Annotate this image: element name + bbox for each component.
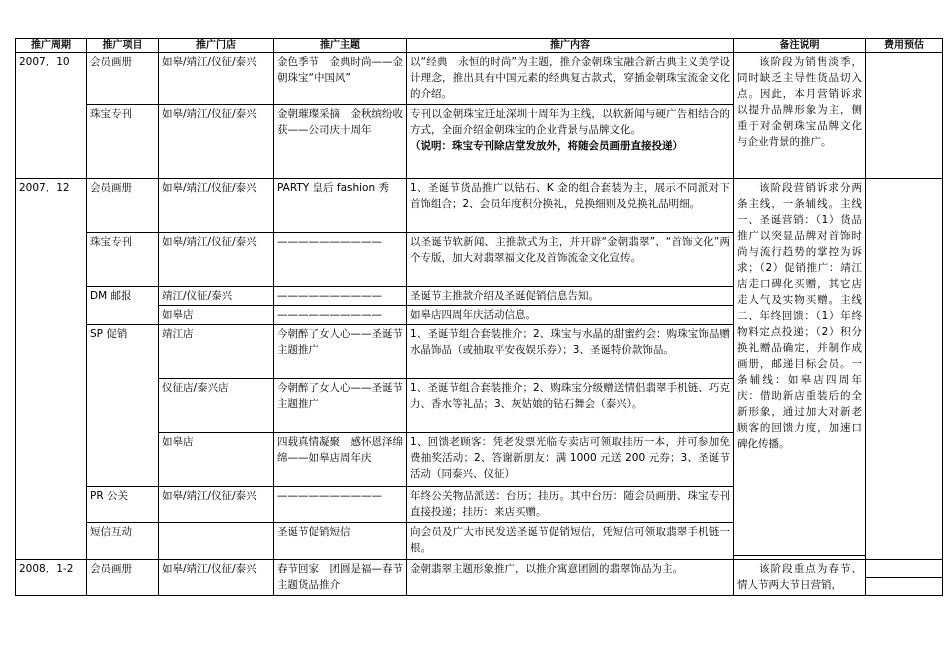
- note-cell: [734, 179, 866, 556]
- note-text: 该阶段营销诉求分两条主线，一条辅线。主线一、圣诞营销：（1）货品推广以突显品牌对首饰时尚与流行趋势的掌控为诉求；（2）促销推广：靖江店走口碑化买赠，其它店走人气及实物买赠。主线二、年终回馈：（1）年终物料定点投递；（2）积分换礼赠品确定，并制作成画册，邮递目标会员。一条辅线：如皋店四周年庆：借助新店重装后的全新形象，通过加大对新老顾客的回馈力度，加速口碑化传播。: [737, 182, 862, 450]
- header-period: 推广周期: [16, 39, 87, 53]
- cost-cell: [866, 179, 943, 560]
- content-cell: [407, 105, 734, 179]
- theme-cell: ——————————: [274, 287, 407, 306]
- store-cell: 仪征店/泰兴店: [159, 379, 274, 433]
- header-theme: 推广主题: [274, 39, 407, 53]
- cost-cell: [866, 53, 943, 179]
- project-cell: 会员画册: [87, 53, 159, 105]
- header-content: 推广内容: [407, 39, 734, 53]
- period-cell: 2007．12: [16, 179, 87, 560]
- content-cell: 以圣诞节软新闻、主推款式为主，并开辟“金朝翡翠”、“首饰文化”两个专版，加大对翡翠福文化及首饰流金文化宣传。: [407, 233, 734, 287]
- store-cell: 如皋店: [159, 306, 274, 325]
- content-cell: 1、圣诞节组合套装推介；2、购珠宝分级赠送情侣翡翠手机链、巧克力、香水等礼品；3、灰姑娘的钻石舞会（泰兴）。: [407, 379, 734, 433]
- store-cell: [159, 523, 274, 560]
- theme-cell: 圣诞节促销短信: [274, 523, 407, 560]
- note-text: 该阶段重点为春节、情人节两大节日营销，: [737, 563, 862, 591]
- header-row: [16, 39, 943, 53]
- content-cell: 圣诞节主推款介绍及圣诞促销信息告知。: [407, 287, 734, 306]
- note-cell: [734, 53, 866, 179]
- content-cell: 1、圣诞节货品推广以钻石、K 金的组合套装为主，展示不同派对下首饰组合；2、会员年度积分换礼，兑换细则及兑换礼品明细。: [407, 179, 734, 233]
- table-row: [16, 179, 943, 233]
- period-cell: 2007．10: [16, 53, 87, 179]
- store-cell: 如皋/靖江/仪征/泰兴: [159, 487, 274, 523]
- theme-cell: 金色季节 金典时尚——金朝珠宝“中国风”: [274, 53, 407, 105]
- content-cell: 1、圣诞节组合套装推介；2、珠宝与水晶的甜蜜约会：购珠宝饰品赠水晶饰品（或抽取平安夜娱乐券）；3、圣诞特价款饰品。: [407, 325, 734, 379]
- store-cell: 如皋/靖江/仪征/泰兴: [159, 560, 274, 596]
- header-store: 推广门店: [159, 39, 274, 53]
- period-cell: 2008．1-2: [16, 560, 87, 596]
- project-cell: SP 促销: [87, 325, 159, 487]
- theme-cell: ——————————: [274, 487, 407, 523]
- store-cell: 如皋/靖江/仪征/泰兴: [159, 53, 274, 105]
- store-cell: 靖江/仪征/泰兴: [159, 287, 274, 306]
- theme-cell: ——————————: [274, 233, 407, 287]
- content-cell: 金朝翡翠主题形象推广，以推介寓意团圆的翡翠饰品为主。: [407, 560, 734, 596]
- theme-cell: 金朝璀璨采摘 金秋缤纷收获——公司庆十周年: [274, 105, 407, 179]
- theme-cell: 今朝醉了女人心——圣诞节主题推广: [274, 325, 407, 379]
- project-cell: 会员画册: [87, 179, 159, 233]
- content-cell: 向会员及广大市民发送圣诞节促销短信，凭短信可领取翡翠手机链一根。: [407, 523, 734, 560]
- project-cell: 短信互动: [87, 523, 159, 560]
- project-cell: DM 邮报: [87, 287, 159, 325]
- table-row: [16, 53, 943, 105]
- store-cell: 如皋/靖江/仪征/泰兴: [159, 233, 274, 287]
- project-cell: 珠宝专刊: [87, 233, 159, 287]
- theme-cell: 今朝醉了女人心——圣诞节主题推广: [274, 379, 407, 433]
- store-cell: 如皋/靖江/仪征/泰兴: [159, 105, 274, 179]
- theme-cell: PARTY 皇后 fashion 秀: [274, 179, 407, 233]
- theme-cell: 四载真情凝聚 感怀恩泽绵绵——如皋店周年庆: [274, 433, 407, 487]
- content-cell: 年终公关物品派送：台历；挂历。其中台历：随会员画册、珠宝专刊直接投递；挂历：来店买赠。: [407, 487, 734, 523]
- project-cell: 会员画册: [87, 560, 159, 596]
- promotion-plan-table: [15, 38, 943, 596]
- project-cell: 珠宝专刊: [87, 105, 159, 179]
- content-text: 专刊以金朝珠宝迁址深圳十周年为主线，以软新闻与硬广告相结合的方式，全面介绍金朝珠宝的企业背景与品牌文化。: [410, 108, 730, 136]
- header-project: 推广项目: [87, 39, 159, 53]
- content-cell: 如皋店四周年庆活动信息。: [407, 306, 734, 325]
- store-cell: 如皋/靖江/仪征/泰兴: [159, 179, 274, 233]
- store-cell: 如皋店: [159, 433, 274, 487]
- content-bold-note: （说明：珠宝专刊除店堂发放外，将随会员画册直接投递）: [410, 140, 683, 152]
- content-cell: 1、回馈老顾客：凭老发票光临专卖店可领取挂历一本，并可参加免费抽奖活动；2、答谢新朋友：满 1000 元送 200 元券；3、圣诞节活动（同泰兴、仪征）: [407, 433, 734, 487]
- header-note: 备注说明: [734, 39, 866, 53]
- theme-cell: 春节回家 团圆是福—春节主题货品推介: [274, 560, 407, 596]
- cost-cell: [866, 578, 943, 596]
- cost-cell: [866, 560, 943, 578]
- note-text: 该阶段为销售淡季，同时缺乏主导性货品切入点。因此，本月营销诉求以提升品牌形象为主，侧重于对金朝珠宝品牌文化与企业背景的推广。: [737, 56, 862, 148]
- project-cell: PR 公关: [87, 487, 159, 523]
- content-cell: 以“经典 永恒的时尚”为主题，推介金朝珠宝融合新古典主义美学设计理念，推出具有中国元素的经典复古款式，穿插金朝珠宝流金文化的介绍。: [407, 53, 734, 105]
- table-row: [16, 560, 943, 578]
- header-cost: 费用预估: [866, 39, 943, 53]
- theme-cell: ——————————: [274, 306, 407, 325]
- note-cell: [734, 560, 866, 596]
- store-cell: 靖江店: [159, 325, 274, 379]
